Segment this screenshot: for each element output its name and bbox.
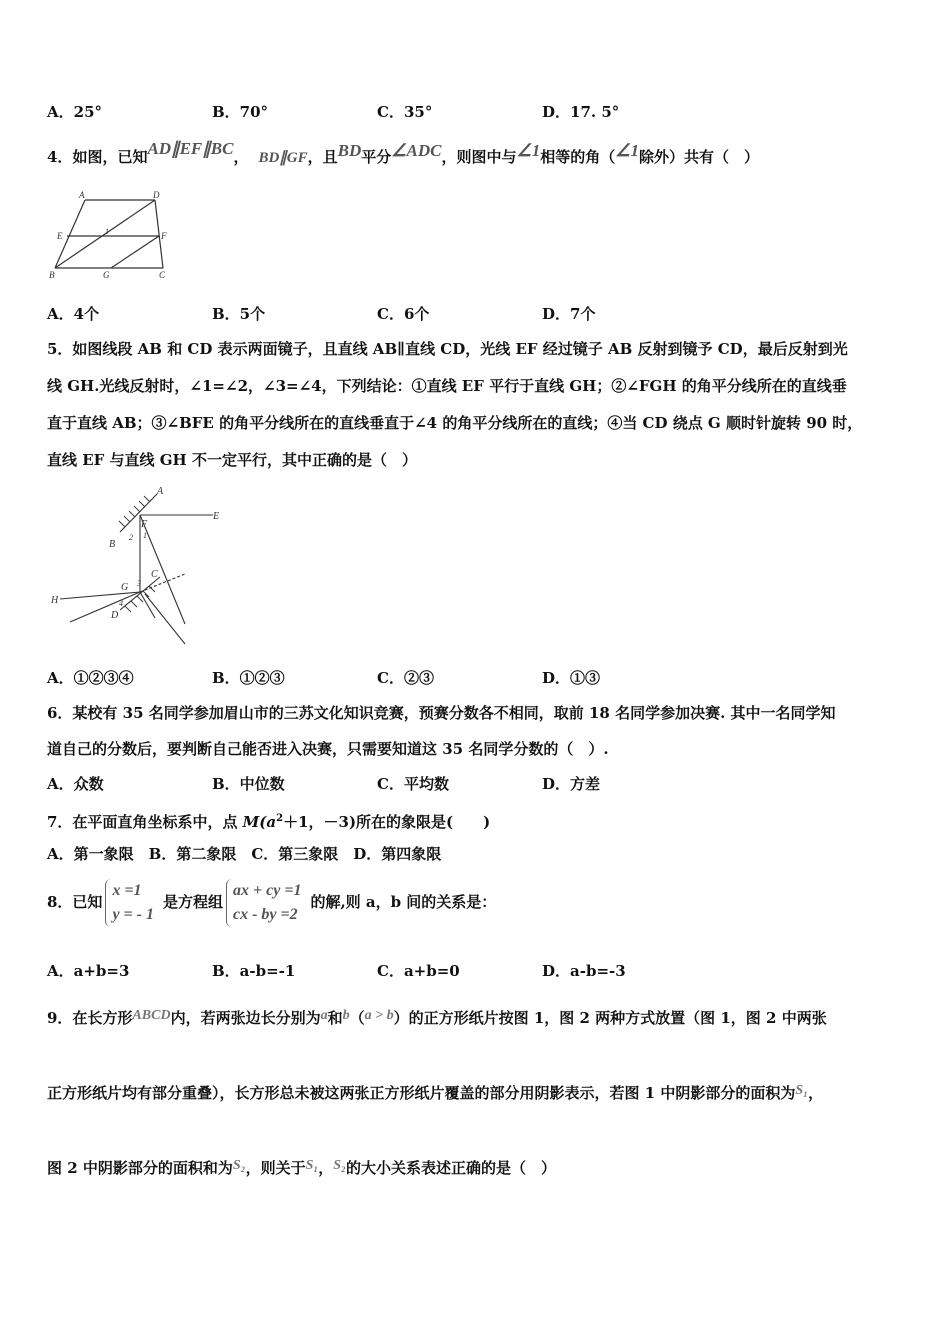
- q8-option-b: B．a-b=-1: [212, 962, 296, 980]
- q5-option-b: B．①②③: [212, 669, 285, 687]
- q4-option-c: C．6个: [377, 305, 430, 323]
- math-expression: S₁: [795, 1083, 809, 1098]
- q4-option-b: B．5个: [212, 305, 266, 323]
- label-D: D: [111, 610, 119, 621]
- math-expression: S₂: [232, 1158, 246, 1173]
- math-expression: b: [342, 1008, 350, 1023]
- q4-option-a: A．4个: [47, 305, 100, 323]
- q4-option-d: D．7个: [542, 305, 596, 323]
- q9-line-2: 正方形纸片均有部分重叠），长方形总未被这两张正方形纸片覆盖的部分用阴影表示，若图 1 中阴影部分的面积为S₁，: [47, 1083, 824, 1102]
- math-expression: ABCD: [132, 1008, 171, 1023]
- label-E: E: [57, 231, 63, 241]
- q5-line-1: 5．如图线段 AB 和 CD 表示两面镜子，且直线 AB∥直线 CD，光线 EF 经过镜子 AB 反射到镜予 CD，最后反射到光: [47, 340, 848, 358]
- label-1: 1: [105, 227, 109, 236]
- q3-option-c: C．35°: [377, 103, 433, 121]
- math-expression: S₁: [305, 1158, 319, 1173]
- q6-option-b: B．中位数: [212, 775, 285, 793]
- q6-option-a: A．众数: [47, 775, 104, 793]
- math-expression: ∠1: [615, 141, 640, 160]
- math-expression: S₂: [333, 1158, 346, 1173]
- math-expression: a > b: [364, 1008, 394, 1023]
- label-1: 1: [143, 531, 147, 540]
- label-C: C: [159, 270, 166, 280]
- label-E: E: [213, 511, 220, 522]
- q5-option-d: D．①③: [542, 669, 601, 687]
- label-G: G: [103, 270, 110, 280]
- q5-option-c: C．②③: [377, 669, 434, 687]
- label-A: A: [157, 486, 164, 497]
- q6-line-2: 道自己的分数后，要判断自己能否进入决赛，只需要知道这 35 名同学分数的（ ）.: [47, 740, 609, 758]
- q8-option-d: D．a-b=-3: [542, 962, 626, 980]
- equation-system-2: ax + cy =1 cx - by =2: [226, 879, 307, 927]
- q5-line-4: 直线 EF 与直线 GH 不一定平行，其中正确的是（ ）: [47, 451, 417, 469]
- q6-option-c: C．平均数: [377, 775, 449, 793]
- label-A: A: [79, 190, 85, 200]
- label-2: 2: [129, 533, 133, 542]
- q3-option-d: D．17. 5°: [542, 103, 620, 121]
- math-expression: AD∥EF∥BC: [147, 139, 234, 158]
- equation-system-1: x =1 y = - 1: [105, 879, 160, 927]
- q9-line-1: 9．在长方形ABCD内，若两张边长分别为a和b（a > b）的正方形纸片按图 1，图 2 两种方式放置（图 1，图 2 中两张: [47, 1008, 827, 1027]
- label-4: 4: [119, 599, 123, 608]
- math-expression: ∠ADC: [391, 141, 442, 160]
- q8-option-c: C．a+b=0: [377, 962, 460, 980]
- label-F: F: [161, 231, 167, 241]
- label-H: H: [51, 595, 59, 606]
- q5-line-3: 直于直线 AB；③∠BFE 的角平分线所在的直线垂直于∠4 的角平分线所在的直线；④当 CD 绕点 G 顺时针旋转 90 时，: [47, 414, 863, 432]
- label-B: B: [109, 539, 116, 550]
- q8-question: 8．已知 x =1 y = - 1 是方程组 ax + cy =1 cx - by =2 的解,则 a，b 间的关系是：: [47, 876, 496, 928]
- math-expression: a: [320, 1008, 328, 1023]
- question-number: 4．: [47, 148, 73, 166]
- math-expression: ∠1: [516, 141, 541, 160]
- label-3: 3: [137, 579, 141, 588]
- q9-line-3: 图 2 中阴影部分的面积和为S₂，则关于S₁，S₂的大小关系表述正确的是（ ）: [47, 1158, 556, 1177]
- q5-figure: [45, 482, 245, 652]
- label-F: F: [141, 519, 148, 530]
- q8-option-a: A．a+b=3: [47, 962, 130, 980]
- q7-options: A．第一象限 B．第二象限 C．第三象限 D．第四象限: [47, 845, 442, 863]
- q6-option-d: D．方差: [542, 775, 601, 793]
- q5-line-2: 线 GH.光线反射时，∠1=∠2，∠3=∠4，下列结论：①直线 EF 平行于直线 GH；②∠FGH 的角平分线所在的直线垂: [47, 377, 847, 395]
- q3-option-b: B．70°: [212, 103, 269, 121]
- label-D: D: [153, 190, 160, 200]
- q4-question: 4．如图，已知AD∥EF∥BC， BD∥GF，且BD平分∠ADC，则图中与∠1相等的角（∠1除外）共有（ ）: [47, 139, 760, 166]
- math-expression: BD∥GF: [258, 150, 308, 166]
- label-C: C: [151, 569, 158, 580]
- q7-question: 7．在平面直角坐标系中，点 $M(a^2+1$，－3)所在的象限是( ): [47, 813, 491, 831]
- math-expression: BD: [337, 141, 362, 160]
- q6-line-1: 6．某校有 35 名同学参加眉山市的三苏文化知识竞赛，预赛分数各不相同，取前 18 名同学参加决赛. 其中一名同学知: [47, 704, 836, 722]
- q5-option-a: A．①②③④: [47, 669, 134, 687]
- q3-option-a: A．25°: [47, 103, 103, 121]
- q4-figure: [45, 190, 165, 280]
- label-B: B: [49, 270, 55, 280]
- label-G: G: [121, 582, 129, 593]
